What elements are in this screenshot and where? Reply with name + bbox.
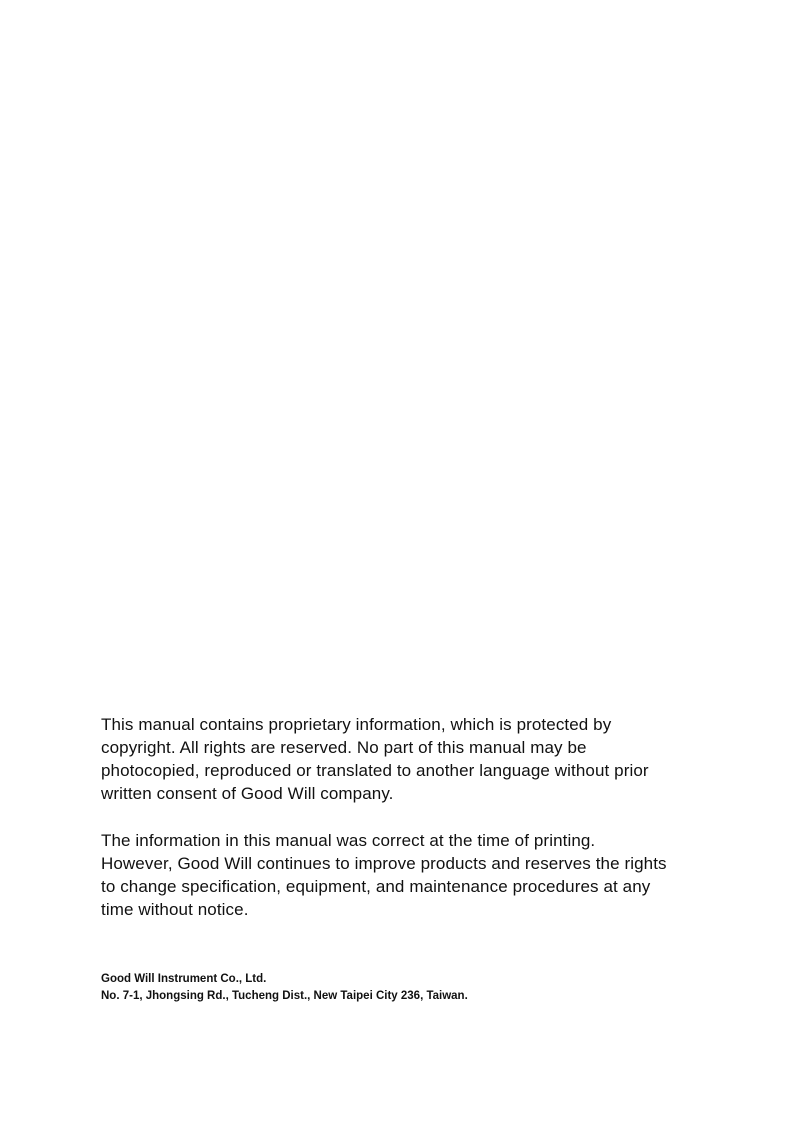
proprietary-line: copyright. All rights are reserved. No part of this manual may be — [101, 738, 587, 757]
disclaimer-line: The information in this manual was correct at the time of printing. — [101, 831, 596, 850]
company-address: No. 7-1, Jhongsing Rd., Tucheng Dist., New Taipei City 236, Taiwan. — [101, 990, 468, 1002]
company-info — [101, 971, 701, 1005]
disclaimer-line: However, Good Will continues to improve products and reserves the rights — [101, 854, 667, 873]
proprietary-line: This manual contains proprietary information, which is protected by — [101, 715, 612, 734]
disclaimer-line: time without notice. — [101, 900, 249, 919]
disclaimer-line: to change specification, equipment, and maintenance procedures at any — [101, 877, 651, 896]
company-name: Good Will Instrument Co., Ltd. — [101, 973, 267, 985]
copyright-notice — [101, 713, 701, 921]
proprietary-paragraph — [101, 713, 701, 805]
disclaimer-paragraph — [101, 829, 701, 921]
proprietary-line: photocopied, reproduced or translated to another language without prior — [101, 761, 649, 780]
proprietary-line: written consent of Good Will company. — [101, 784, 394, 803]
